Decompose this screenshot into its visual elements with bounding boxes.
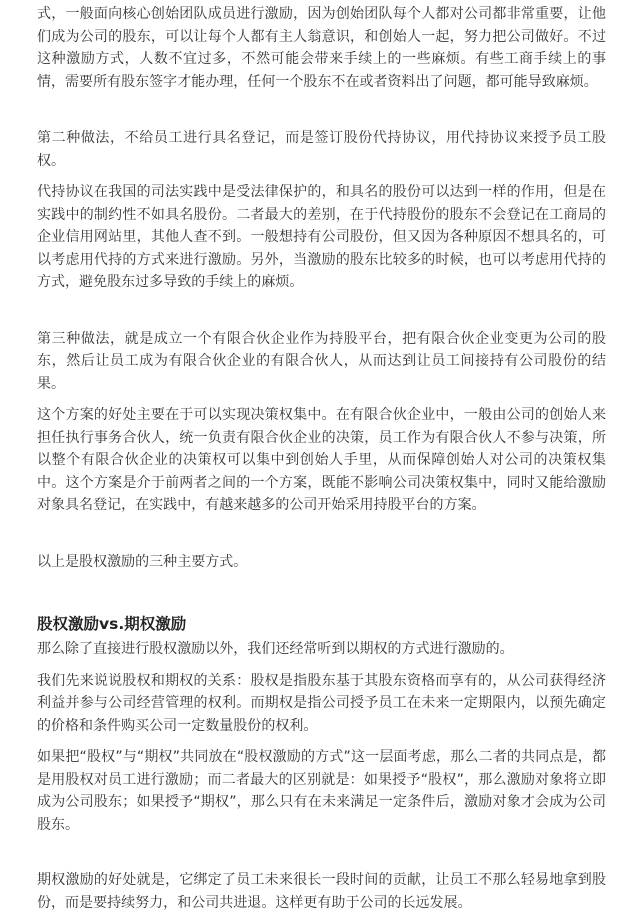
paragraph-comparison: 如果把“股权”与“期权”共同放在“股权激励的方式”这一层面考虑，那么二者的共同点是，都是用股权对员工进行激励；而二者最大的区别就是：如果授予“股权”，那么激励对象将立即成为公司股东；如果授予“期权”，那么只有在未来满足一定条件后，激励对象才会成为公司股东。	[37, 749, 606, 833]
paragraph-summary: 以上是股权激励的三种主要方式。	[37, 553, 248, 570]
section-heading: 股权激励vs.期权激励	[37, 615, 187, 633]
paragraph-equity-vs-option: 我们先来说说股权和期权的关系：股权是指股东基于其股东资格而享有的，从公司获得经济利益并参与公司经营管理的权利。而期权是指公司授予员工在未来一定期限内，以预先确定的价格和条件购买公司一定数量股份的权利。	[37, 672, 606, 734]
paragraph-third-method: 第三种做法，就是成立一个有限合伙企业作为持股平台，把有限合伙企业变更为公司的股东，然后让员工成为有限合伙企业的有限合伙人，从而达到让员工间接持有公司股份的结果。	[37, 330, 606, 392]
paragraph-options-intro: 那么除了直接进行股权激励以外，我们还经常听到以期权的方式进行激励的。	[37, 641, 514, 657]
paragraph-option-benefits: 期权激励的好处就是，它绑定了员工未来很长一段时间的贡献，让员工不那么轻易地拿到股份，而是要持续努力，和公司共进退。这样更有助于公司的长远发展。	[37, 872, 606, 911]
paragraph-second-method: 第二种做法，不给员工进行具名登记，而是签订股份代持协议，用代持协议来授予员工股权。	[37, 130, 606, 169]
paragraph-first-method: 式，一般面向核心创始团队成员进行激励，因为创始团队每个人都对公司都非常重要，让他们成为公司的股东，可以让每个人都有主人翁意识，和创始人一起，努力把公司做好。不过这种激励方式，人数不宜过多，不然可能会带来手续上的一些麻烦。有些工商手续上的事情，需要所有股东签字才能办理，任何一个股东不在或者资料出了问题，都可能导致麻烦。	[37, 6, 606, 90]
article-page	[0, 3, 640, 911]
paragraph-platform-benefits: 这个方案的好处主要在于可以实现决策权集中。在有限合伙企业中，一般由公司的创始人来担任执行事务合伙人，统一负责有限合伙企业的决策，员工作为有限合伙人不参与决策，所以整个有限合伙企业的决策权可以集中到创始人手里，从而保障创始人对公司的决策权集中。这个方案是介于前两者之间的一个方案，既能不影响公司决策权集中，同时又能给激励对象具名登记，在实践中，有越来越多的公司开始采用持股平台的方案。	[37, 407, 606, 513]
paragraph-proxy-agreement: 代持协议在我国的司法实践中是受法律保护的，和具名的股份可以达到一样的作用，但是在实践中的制约性不如具名股份。二者最大的差别，在于代持股份的股东不会登记在工商局的企业信用网站里，其他人查不到。一般想持有公司股份，但又因为各种原因不想具名的，可以考虑用代持的方式来进行激励。另外，当激励的股东比较多的时候，也可以考虑用代持的方式，避免股东过多导致的手续上的麻烦。	[37, 184, 606, 290]
